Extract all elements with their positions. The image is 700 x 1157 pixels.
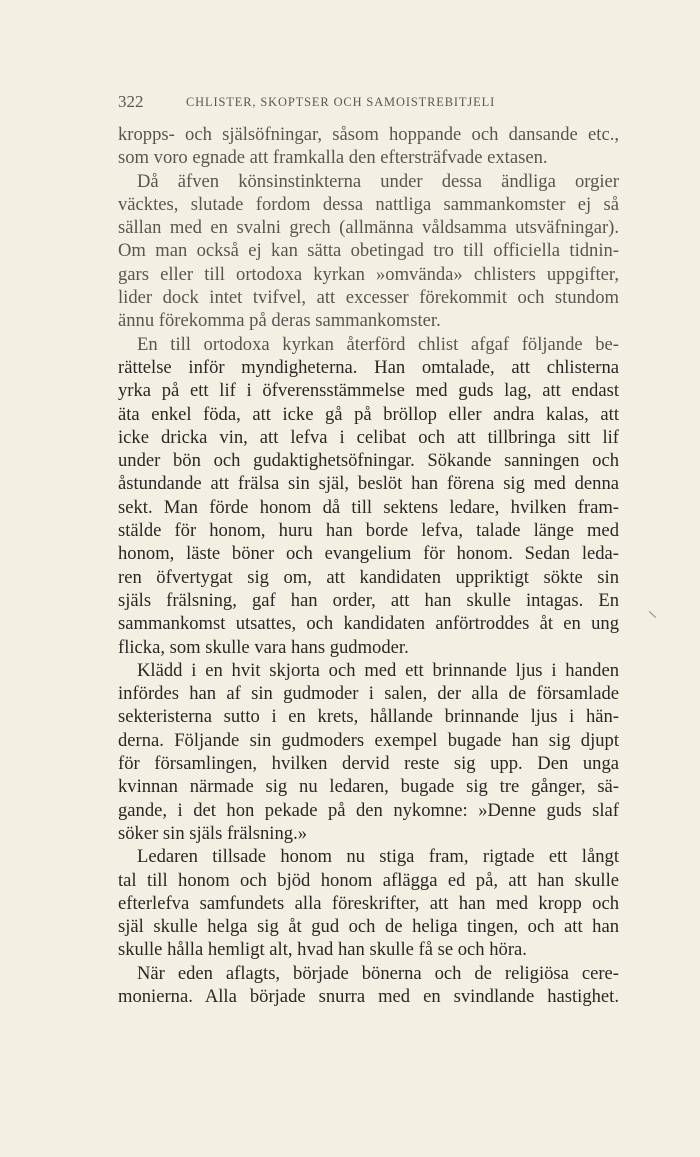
text-line: sällan med en svalni grech (allmänna våldsamma utsväfningar).: [118, 217, 619, 239]
text-line: för församlingen, hvilken dervid reste sig upp. Den unga: [118, 753, 619, 775]
text-line: derna. Följande sin gudmoders exempel bugade han sig djupt: [118, 729, 619, 751]
text-line: sammankomst utsattes, och kandidaten anförtroddes åt en ung: [118, 613, 619, 635]
text-line: sekteristerna sutto i en krets, hållande brinnande ljus i hän-: [118, 706, 619, 728]
text-line: honom, läste böner och evangelium för honom. Sedan leda-: [118, 543, 619, 565]
text-line: Om man också ej kan sätta obetingad tro till officiella tidnin-: [118, 240, 619, 262]
text-line: väcktes, slutade fordom dessa nattliga sammankomster ej så: [118, 193, 619, 215]
text-line: själs frälsning, gaf han order, att han skulle intagas. En: [118, 589, 619, 611]
text-line: Klädd i en hvit skjorta och med ett brinnande ljus i handen: [137, 659, 619, 681]
text-line: Då äfven könsinstinkterna under dessa ändliga orgier: [137, 170, 619, 192]
text-line: ren öfvertygat sig om, att kandidaten uppriktigt sökte sin: [118, 566, 619, 588]
text-line: ännu förekomma på deras sammankomster.: [118, 310, 441, 332]
text-line: flicka, som skulle vara hans gudmoder.: [118, 636, 409, 658]
text-line: söker sin själs frälsning.»: [118, 822, 308, 844]
text-line: infördes han af sin gudmoder i salen, der alla de församlade: [118, 683, 619, 705]
text-line: tal till honom och bjöd honom aflägga ed på, att han skulle: [118, 869, 619, 891]
text-line: åstundande att frälsa sin själ, beslöt han förena sig med denna: [118, 473, 619, 495]
text-line: gande, i det hon pekade på den nykomne: »Denne guds slaf: [118, 799, 619, 821]
running-title: CHLISTER, SKOPTSER OCH SAMOISTREBITJELI: [186, 95, 496, 109]
text-line: själ skulle helga sig åt gud och de heliga tingen, och att han: [118, 916, 619, 938]
text-line: kvinnan närmade sig nu ledaren, bugade sig tre gånger, sä-: [118, 776, 619, 798]
text-line: som voro egnade att framkalla den eftersträfvade extasen.: [118, 147, 548, 169]
text-line: äta enkel föda, att icke gå på bröllop eller andra kalas, att: [118, 403, 619, 425]
text-line: rättelse inför myndigheterna. Han omtalade, att chlisterna: [118, 356, 619, 378]
text-line: skulle hålla hemligt alt, hvad han skulle få se och höra.: [118, 939, 527, 961]
page-header: [118, 92, 618, 114]
text-line: under bön och gudaktighetsöfningar. Sökande sanningen och: [118, 450, 619, 472]
margin-mark: [649, 611, 656, 618]
text-line: icke dricka vin, att lefva i celibat och att tillbringa sitt lif: [118, 426, 619, 448]
text-line: Ledaren tillsade honom nu stiga fram, rigtade ett långt: [137, 846, 619, 868]
text-line: kropps- och själsöfningar, såsom hoppande och dansande etc.,: [118, 124, 619, 145]
text-line: monierna. Alla började snurra med en svindlande hastighet.: [118, 985, 619, 1007]
body-text: [118, 123, 619, 1008]
text-line: lider dock intet tvifvel, att excesser förekommit och stundom: [118, 287, 619, 309]
text-line: En till ortodoxa kyrkan återförd chlist afgaf följande be-: [137, 333, 619, 355]
text-line: När eden aflagts, började bönerna och de religiösa cere-: [137, 962, 619, 984]
page-number: 322: [118, 92, 144, 111]
text-line: gars eller till ortodoxa kyrkan »omvända» chlisters uppgifter,: [118, 263, 619, 285]
text-line: stälde för honom, huru han borde lefva, talade länge med: [118, 520, 619, 542]
text-line: efterlefva samfundets alla föreskrifter, att han med kropp och: [118, 892, 619, 914]
text-line: sekt. Man förde honom då till sektens ledare, hvilken fram-: [118, 496, 619, 518]
text-line: yrka på ett lif i öfverensstämmelse med guds lag, att endast: [118, 380, 619, 402]
